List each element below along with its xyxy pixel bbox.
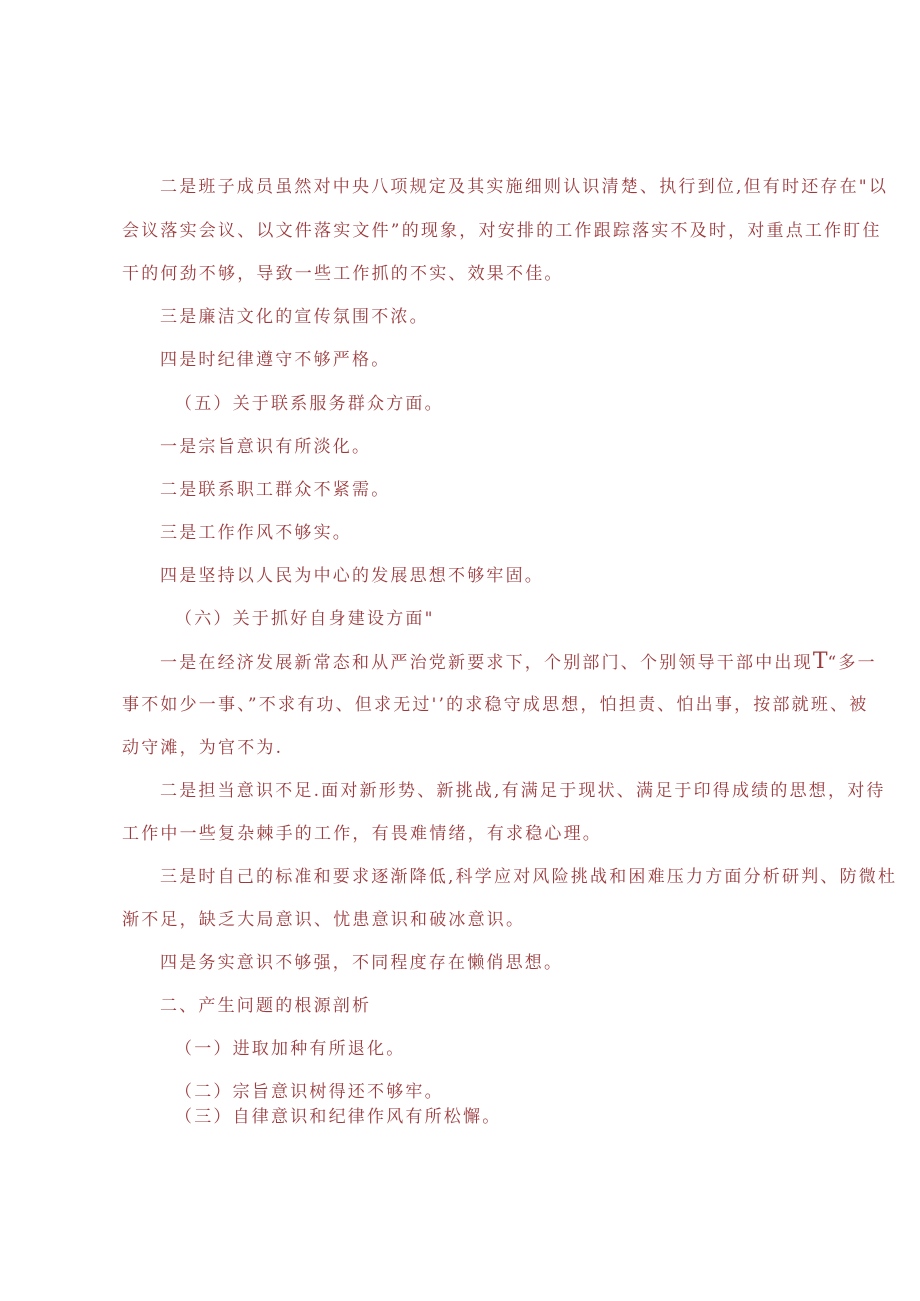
paragraph-10-line-1: 三是时自己的标准和要求逐渐降低,科学应对风险挑战和困难压力方面分析研判、防微杜 [160, 867, 898, 887]
paragraph-9-line-1: 二是担当意识不足.面对新形势、新挑战,有满足于现状、满足于印得成绩的思想，对待 [160, 781, 886, 801]
paragraph-1-line-2: 会议落实会议、以文件落实文件”的现象，对安排的工作跟踪落实不及时，对重点工作盯住 [122, 221, 882, 241]
paragraph-7: 四是坚持以人民为中心的发展思想不够牢固。 [160, 566, 544, 586]
paragraph-8-line-1-b: “多一 [827, 653, 877, 673]
paragraph-8-line-1 [160, 649, 877, 674]
paragraph-8-line-3: 动守滩，为官不为. [122, 738, 284, 758]
heading-part-2: 二、产生问题的根源剖析 [160, 996, 372, 1016]
subheading-2: （二）宗旨意识树得还不够牢。 [175, 1082, 444, 1102]
heading-section-6: （六）关于抓好自身建设方面" [175, 609, 435, 629]
paragraph-6: 三是工作作风不够实。 [160, 523, 352, 543]
paragraph-8-line-2: 事不如少一事、”不求有功、但求无过'’的求稳守成思想，怕担责、怕出事，按部就班、被 [122, 695, 869, 715]
paragraph-9-line-2: 工作中一些复杂棘手的工作，有畏难情绪，有求稳心理。 [122, 824, 602, 844]
paragraph-1-line-1: 二是班子成员虽然对中央八项规定及其实施细则认识清楚、执行到位,但有时还存在"以 [160, 177, 889, 197]
subheading-1: （一）进取加种有所退化。 [175, 1039, 406, 1059]
paragraph-11: 四是务实意识不够强，不同程度存在懒俏思想。 [160, 953, 564, 973]
paragraph-8-line-1-a: 一是在经济发展新常态和从严治党新要求下，个别部门、个别领导干部中出现 [160, 653, 813, 673]
paragraph-8-line-1-t: T [812, 649, 828, 674]
paragraph-10-line-2: 渐不足，缺乏大局意识、忧患意识和破冰意识。 [122, 910, 526, 930]
paragraph-2: 三是廉洁文化的宣传氛围不浓。 [160, 307, 429, 327]
subheading-3: （三）自律意识和纪律作风有所松懈。 [175, 1107, 502, 1127]
paragraph-3: 四是时纪律遵守不够严格。 [160, 350, 391, 370]
paragraph-1-line-3: 干的何劲不够，导致一些工作抓的不实、效果不佳。 [122, 264, 564, 284]
paragraph-5: 二是联系职工群众不紧需。 [160, 480, 391, 500]
paragraph-4: 一是宗旨意识有所淡化。 [160, 437, 372, 457]
heading-section-5: （五）关于联系服务群众方面。 [175, 394, 444, 414]
